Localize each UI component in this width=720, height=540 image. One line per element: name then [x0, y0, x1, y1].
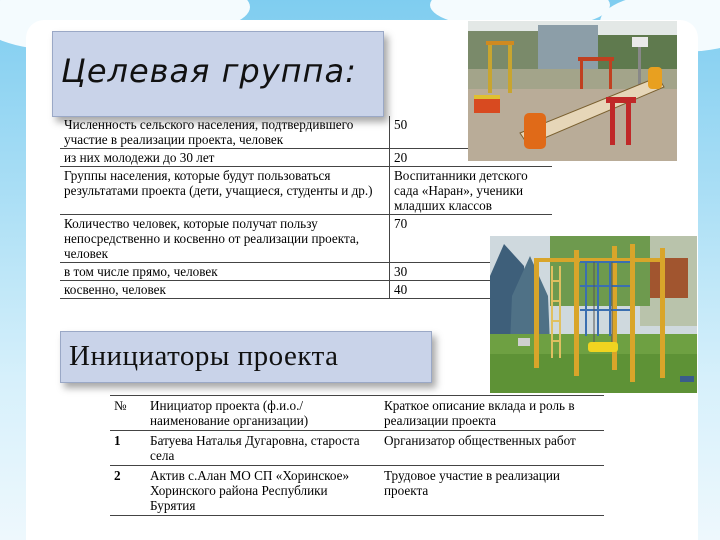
- initiators-heading-box: [60, 331, 432, 383]
- title-box: [52, 31, 384, 117]
- initiators-table: [110, 395, 604, 516]
- row-initiator: Актив с.Алан МО СП «Хоринское» Хоринского района Республики Бурятия: [150, 468, 350, 513]
- table-row: [60, 281, 552, 299]
- section-heading: Инициаторы проекта: [69, 340, 339, 372]
- table-cell-label: Численность сельского населения, подтвердившего участие в реализации проекта, человек: [60, 116, 390, 149]
- table-header-row: [110, 396, 604, 431]
- header-num: №: [114, 398, 127, 413]
- playground-climbing-frame-photo: [490, 236, 697, 393]
- table-cell-label: в том числе прямо, человек: [60, 263, 390, 281]
- table-row: [60, 167, 552, 215]
- row-initiator: Батуева Наталья Дугаровна, староста села: [150, 433, 360, 463]
- table-cell-value: 40: [390, 281, 553, 299]
- table-row: [110, 466, 604, 516]
- row-num: 1: [114, 433, 121, 448]
- playground-seesaw-photo: [468, 21, 677, 161]
- table-cell-label: из них молодежи до 30 лет: [60, 149, 390, 167]
- table-cell-value: 70: [390, 215, 553, 263]
- table-cell-label: косвенно, человек: [60, 281, 390, 299]
- table-cell-value: Воспитанники детского сада «Наран», ученики младших классов: [390, 167, 553, 215]
- table-row: [60, 263, 552, 281]
- table-row: [60, 215, 552, 263]
- table-cell-value: 50: [390, 116, 553, 149]
- table-cell-label: Группы населения, которые будут пользоваться результатами проекта (дети, учащиеся, студенты и др.): [60, 167, 390, 215]
- table-cell-label: Количество человек, которые получат пользу непосредственно и косвенно от реализации проекта, человек: [60, 215, 390, 263]
- table-cell-value: 30: [390, 263, 553, 281]
- page-title: Целевая группа:: [61, 52, 357, 90]
- table-row: [110, 431, 604, 466]
- header-initiator: Инициатор проекта (ф.и.о./наименование организации): [150, 398, 309, 428]
- row-role: Трудовое участие в реализации проекта: [384, 468, 560, 498]
- header-role: Краткое описание вклада и роль в реализации проекта: [384, 398, 575, 428]
- row-role: Организатор общественных работ: [384, 433, 576, 448]
- row-num: 2: [114, 468, 121, 483]
- table-cell-value: 20: [390, 149, 553, 167]
